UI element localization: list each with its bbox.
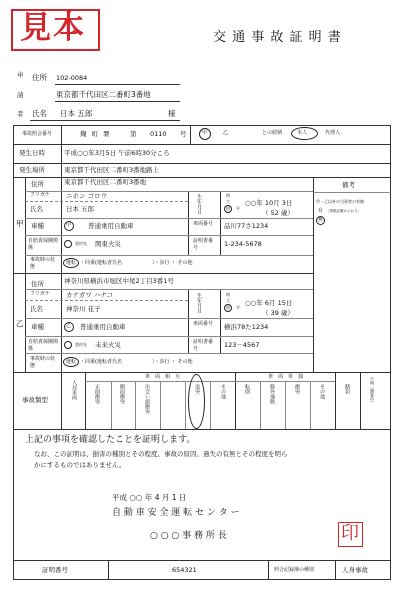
party-b-vehicle: 普通乗用自動車 <box>80 323 126 331</box>
col-line <box>360 372 361 429</box>
party-a-birth: ○○年 10月 3日 <box>245 199 293 207</box>
accident-unknown: 不明（調査中） <box>370 377 375 405</box>
party-b-era-taisho: 大 <box>226 298 230 303</box>
party-b-plate-label: 車両番号 <box>193 321 214 327</box>
col-line <box>135 381 136 429</box>
party-a-era-taisho: 大 <box>226 199 230 204</box>
applicant-postal: 102-0084 <box>56 74 88 82</box>
col-line <box>61 163 62 177</box>
applicant-address-label: 住所 <box>32 73 47 82</box>
party-b-era-showa: 昭 <box>226 305 230 310</box>
accident-group-vp: 人対車両 <box>71 380 77 400</box>
col-line <box>185 381 186 429</box>
col-line <box>335 372 336 429</box>
party-a-cert: 1-234-5678 <box>224 240 262 248</box>
ref-go: 号 <box>180 130 187 138</box>
datetime-value: 平成○○年3月5日 午前6時30分ころ <box>64 149 170 157</box>
party-a-address: 東京都千代田区二番町3番地 <box>64 178 147 186</box>
ref-police: 麹町署 <box>80 130 115 138</box>
party-b-era-meiji: 明 <box>226 292 230 297</box>
footer-cert-no: 654321 <box>172 566 197 574</box>
party-b-address-label: 住所 <box>31 280 44 288</box>
col-line <box>220 191 221 255</box>
remarks-option-note: （別紙記載のとおり） <box>326 209 361 213</box>
party-a-furigana: ニホン ゴロウ <box>66 192 108 200</box>
party-a-insurer-label: 自賠責保険関係 <box>28 238 59 251</box>
remarks-label: 備考 <box>342 181 355 189</box>
party-a-name-label: 氏名 <box>30 205 43 213</box>
certification-org: 自 動 車 安 全 運 転 セ ン タ ー <box>112 508 240 518</box>
ref-label: 事故照会番号 <box>21 131 52 137</box>
applicant-address-underline <box>55 101 180 102</box>
row-line <box>25 353 313 354</box>
applicant-side-3: 者 <box>17 110 24 118</box>
col-line <box>285 381 286 429</box>
party-b-vehicle-mark: 乙 <box>66 323 72 329</box>
accident-vv-col-1: 正面衝突 <box>94 384 100 404</box>
row-line <box>13 144 391 145</box>
applicant-name-label: 氏名 <box>32 109 47 118</box>
party-a-era-showa: 昭 <box>226 206 230 211</box>
col-line <box>313 177 314 372</box>
certification-line-2: なお、この証明は、損害の種別とその程度、事故の原因、過失の有無とその程度を明ら <box>34 450 288 458</box>
party-a-insurer: 関東火災 <box>95 240 121 248</box>
party-a-birth-label: 生年月日 <box>196 194 202 214</box>
party-a-name: 日本 五郎 <box>66 205 95 213</box>
mark-b: 乙 <box>223 130 229 136</box>
party-a-address-label: 住所 <box>31 180 44 188</box>
party-a-plate-label: 車両番号 <box>193 221 214 227</box>
accident-vv-col-5: その他 <box>220 384 226 399</box>
party-a-vehicle-label: 車種 <box>31 222 44 230</box>
footer-record-type: 人身事故 <box>342 566 368 574</box>
footer-cert-no-label: 証明番号 <box>42 566 68 574</box>
col-line <box>108 560 109 580</box>
party-b-cert-label: 証明書番号 <box>193 339 214 352</box>
applicant-honorific: 様 <box>168 109 176 118</box>
footer-record-type-label: 照合記録簿の種別 <box>274 567 315 573</box>
col-line <box>268 560 269 580</box>
party-a-age: （ 52 歳） <box>262 209 294 217</box>
party-b-insurer-label: 自賠責保険関係 <box>28 339 59 352</box>
row-line <box>25 255 313 256</box>
party-a-era-meiji: 明 <box>226 193 230 198</box>
accident-vv-col-2: 側面衝突 <box>119 384 125 404</box>
remarks-note: 甲・乙以外の当事者の有無 <box>316 199 364 204</box>
certification-line-1: 上記の事項を確認したことを証明します。 <box>25 435 196 445</box>
party-b-state: 運転 <box>66 359 77 365</box>
party-b-birth-label: 生年月日 <box>196 293 202 313</box>
party-b-age: （ 39 歳） <box>262 309 294 317</box>
accident-group-vv: 車両相互 <box>145 374 186 380</box>
accident-crossing: 踏切 <box>344 384 350 394</box>
ref-number: 0110 <box>150 130 167 138</box>
party-b-furigana: カナガワ ハナコ <box>66 291 114 299</box>
party-b-name: 神奈川 花子 <box>66 305 101 313</box>
col-line <box>220 289 221 353</box>
party-a-state: 運転 <box>66 260 77 266</box>
accident-vv-col-4: 追突 <box>194 384 200 394</box>
party-b-side: 乙 <box>16 319 24 328</box>
accident-single-col-1: 転倒 <box>244 384 250 394</box>
party-a-furigana-label: フリガナ <box>30 192 50 198</box>
datetime-label: 発生日時 <box>19 149 45 157</box>
party-b-furigana-label: フリガナ <box>30 291 50 297</box>
col-line <box>310 381 311 429</box>
party-b-state-label: 事故時の状態 <box>30 356 56 369</box>
row-line <box>25 300 188 301</box>
col-line <box>61 177 62 372</box>
party-b-name-label: 氏名 <box>30 305 43 313</box>
accident-vv-col-3: 出会い頭衝突 <box>144 384 150 414</box>
row-line <box>313 192 391 193</box>
official-seal-char: 印 <box>341 523 359 544</box>
applicant-postal-underline <box>55 84 180 85</box>
party-a-insurer-circle <box>64 240 72 248</box>
sample-stamp-label: 見本 <box>20 10 86 46</box>
col-line <box>210 381 211 429</box>
party-a-state-label: 事故時の状態 <box>30 257 56 270</box>
row-line <box>25 201 188 202</box>
party-a-insurer-type: 契約先 <box>75 241 87 246</box>
mark-a: 甲 <box>202 130 208 136</box>
relation-self: 本人 <box>297 130 308 136</box>
party-a-plate: 品川77さ1234 <box>224 222 269 230</box>
col-line <box>188 289 189 353</box>
col-line <box>160 381 161 429</box>
col-line <box>188 191 189 255</box>
row-line <box>25 318 313 319</box>
applicant-name: 日本 五郎 <box>60 109 93 118</box>
relation-label: との続柄 <box>262 130 283 136</box>
col-line <box>335 560 336 580</box>
row-line <box>25 235 313 236</box>
col-line <box>25 177 26 372</box>
party-b-plate: 横浜78た1234 <box>224 323 269 331</box>
remarks-option-yes: 有 <box>318 208 324 214</box>
row-line <box>13 273 313 274</box>
row-line <box>25 336 313 337</box>
relation-proxy: 代理人 <box>325 130 341 136</box>
ref-dai: 第 <box>130 130 137 138</box>
applicant-name-underline <box>30 120 180 121</box>
applicant-address: 東京都千代田区二番町3番地 <box>56 90 151 99</box>
row-line <box>25 289 313 290</box>
accident-single-col-2: 路外逸脱 <box>269 384 275 404</box>
accident-type-label: 事故類型 <box>22 396 48 404</box>
place-label: 発生場所 <box>19 166 45 174</box>
col-line <box>190 125 191 144</box>
certification-office: ○ ○ ○ 事 務 所 長 <box>150 531 227 541</box>
party-a-side: 甲 <box>16 219 24 228</box>
party-b-cert: 123－4567 <box>224 341 260 349</box>
party-a-cert-label: 証明書番号 <box>193 238 214 251</box>
party-b-insurer: 未来火災 <box>95 341 121 349</box>
party-b-birth: ○○年 6月 15日 <box>245 299 293 307</box>
party-b-vehicle-label: 車種 <box>31 323 44 331</box>
applicant-side-1: 申 <box>17 71 24 79</box>
party-b-insurer-type: 契約先 <box>75 342 87 347</box>
party-a-vehicle: 普通乗用自動車 <box>88 222 134 230</box>
party-b-state-rest: ・同乗(運転者氏名 ）・歩行 ・ その他 <box>80 359 193 365</box>
row-line <box>13 429 391 430</box>
col-line <box>61 125 62 163</box>
applicant-side-2: 請 <box>17 91 24 99</box>
col-line <box>61 372 62 429</box>
party-a-state-rest: ・同乗(運転者氏名 ）・歩行 ・ その他 <box>80 260 193 266</box>
party-b-era-heisei: 平 <box>236 305 240 310</box>
party-a-era-heisei: 平 <box>236 206 240 211</box>
party-a-vehicle-mark: 甲 <box>66 222 72 228</box>
accident-group-single: 車両単独 <box>268 374 309 380</box>
party-b-insurer-circle <box>64 341 72 349</box>
certification-line-3: かにするものではありません。 <box>34 461 126 469</box>
certification-date: 平成 ○○ 年 4 月 1 日 <box>112 493 187 502</box>
document-title: 交 通 事 故 証 明 書 <box>213 30 342 45</box>
accident-single-col-3: 衝突 <box>294 384 300 394</box>
row-line <box>25 218 313 219</box>
row-line <box>13 163 391 164</box>
col-line <box>111 381 112 429</box>
remarks-option-no: 無 <box>318 217 324 223</box>
accident-single-col-4: その他 <box>319 384 325 399</box>
col-line <box>260 381 261 429</box>
party-b-address: 神奈川県横浜市旭区中尾2丁目3番1号 <box>64 277 174 285</box>
place-value: 東京都千代田区二番町3番地路上 <box>64 166 160 174</box>
